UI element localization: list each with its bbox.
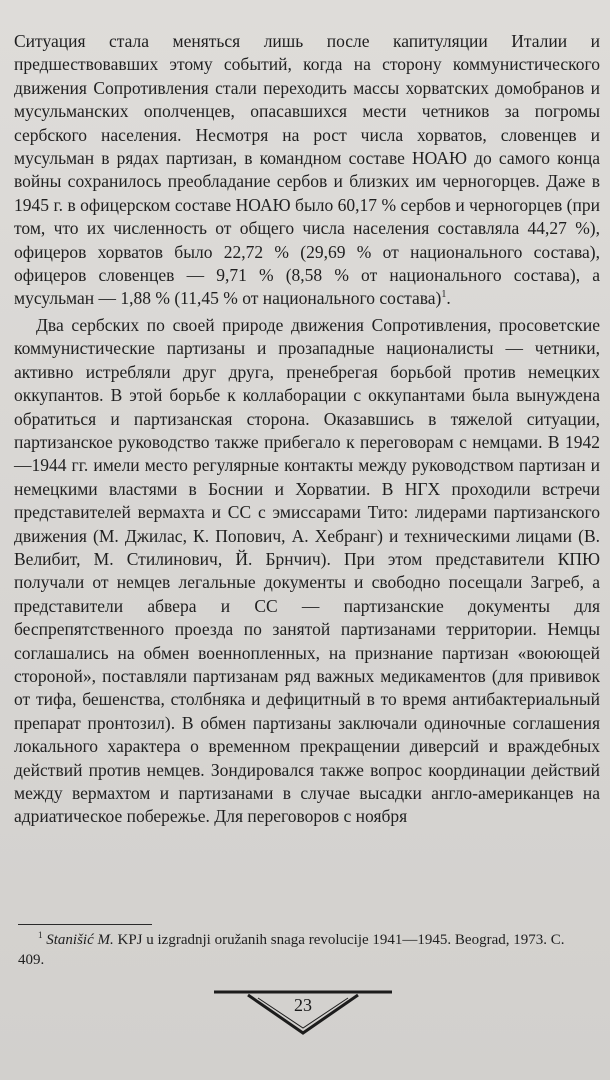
page-number: 23: [294, 995, 312, 1015]
footnote: [18, 930, 592, 970]
footnote-text: KPJ u izgradnji oružanih snaga revolucije 1941—1945. Beograd, 1973. С. 409.: [18, 932, 565, 968]
footnote-reference[interactable]: 1: [441, 289, 447, 301]
footnote-divider: [18, 924, 152, 925]
page-number-ornament: [214, 990, 392, 1036]
paragraph-2: Два сербских по своей природе движения Сопротивления, просоветские коммунистические партизаны и прозападные националисты — четники, активно истребляли друг друга, пренебрегая борьбой против немецких оккупантов. В этой борьбе к коллаборации с оккупантами была вынуждена обратиться и партизанская сторона. Оказавшись в тяжелой ситуации, партизанское руководство также прибегало к переговорам с немцами. В 1942—1944 гг. имели место регулярные контакты между руководством партизан и немецкими властями в Боснии и Хорватии. В НГХ проходили встречи представителей вермахта и СС с эмиссарами Тито: лидерами партизанского движения (М. Джилас, К. Попович, А. Хебранг) и техническими лицами (В. Велибит, М. Стилинович, Й. Брнчич). При этом представители КПЮ получали от немцев легальные документы и свободно посещали Загреб, а представители абвера и СС — партизанские документы для беспрепятственного проезда по занятой партизанами территории. Немцы соглашались на обмен военнопленных, на признание партизан «воюющей стороной», поставляли партизанам ряд важных медикаментов (для прививок от тифа, бешенства, столбняка и дефицитный в то время антибактериальный препарат пронтозил). В обмен партизаны заключали одиночные соглашения локального характера о временном прекращении диверсий и враждебных действий против немцев. Зондировался также вопрос координации действий между вермахтом и партизанами в случае высадки англо-американцев на адриатическое побережье. Для переговоров с ноября: [14, 314, 600, 827]
paragraph-1: Ситуация стала меняться лишь после капитуляции Италии и предшествовавших этому событий, когда на сторону коммунистического движения Сопротивления стали переходить массы хорватских домобранов и мусульманских ополченцев, опасавшихся мести четников за погромы сербского населения. Несмотря на рост числа хорватов, словенцев и мусульман в рядах партизан, в командном составе НОАЮ до самого конца войны сохранилось преобладание сербов и близких им черногорцев. Даже в 1945 г. в офицерском составе НОАЮ было 60,17 % сербов и черногорцев (при том, что их численность от общего числа населения составляла 44,27 %), офицеров хорватов было 22,72 % (29,69 % от национального состава), офицеров словенцев — 9,71 % (8,58 % от национального состава), а мусульман — 1,88 % (11,45 % от национального состава)$^1$.: [14, 31, 600, 309]
main-text: [14, 30, 600, 829]
paragraph-1-text: Ситуация стала меняться лишь после капитуляции Италии и предшествовавших этому событий, когда на сторону коммунистического движения Сопротивления стали переходить массы хорватских домобранов и мусульманских ополченцев, опасавшихся мести четников за погромы сербского населения. Несмотря на рост числа хорватов, словенцев и мусульман в рядах партизан, в командном составе НОАЮ до самого конца войны сохранилось преобладание сербов и близких им черногорцев. Даже в 1945 г. в офицерском составе НОАЮ было 60,17 % сербов и черногорцев (при том, что их численность от общего числа населения составляла 44,27 %), офицеров хорватов было 22,72 % (29,69 % от национального состава), офицеров словенцев — 9,71 % (8,58 % от национального состава), а мусульман — 1,88 % (11,45 % от национального состава): [14, 31, 600, 309]
footnote-number: 1: [38, 930, 43, 940]
footnote-author: Stanišić M.: [46, 932, 114, 948]
